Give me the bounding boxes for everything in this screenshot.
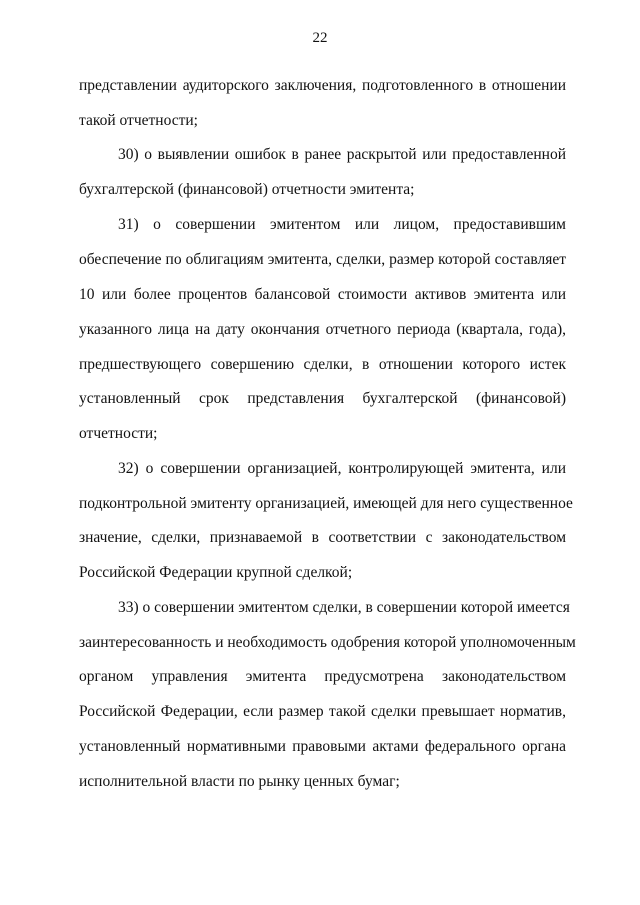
text-line: заинтересованность и необходимость одобрения которой уполномоченным: [79, 634, 576, 651]
text-line: органом управления эмитента предусмотрена законодательством: [79, 668, 566, 685]
text-line: Российской Федерации крупной сделкой;: [79, 564, 353, 581]
page-number: 22: [312, 30, 328, 46]
text-line: предшествующего совершению сделки, в отношении которого истек: [79, 356, 566, 373]
text-line: указанного лица на дату окончания отчетного периода (квартала, года),: [79, 321, 566, 338]
text-line: обеспечение по облигациям эмитента, сделки, размер которой составляет: [79, 251, 566, 268]
text-line: бухгалтерской (финансовой) отчетности эмитента;: [79, 181, 415, 198]
text-line: исполнительной власти по рынку ценных бумаг;: [79, 773, 400, 790]
text-line: подконтрольной эмитенту организацией, имеющей для него существенное: [79, 495, 573, 512]
text-line: отчетности;: [79, 425, 158, 442]
list-item-33: 33) о совершении эмитентом сделки, в совершении которой имеется: [118, 599, 570, 616]
text-line: установленный срок представления бухгалтерской (финансовой): [79, 390, 566, 407]
text-line: значение, сделки, признаваемой в соответствии с законодательством: [79, 529, 566, 546]
list-item-30: 30) о выявлении ошибок в ранее раскрытой или предоставленной: [118, 146, 566, 163]
text-line: 10 или более процентов балансовой стоимости активов эмитента или: [79, 286, 566, 303]
list-item-32: 32) о совершении организацией, контролирующей эмитента, или: [118, 460, 566, 477]
list-item-31: 31) о совершении эмитентом или лицом, предоставившим: [118, 216, 566, 233]
text-line: такой отчетности;: [79, 112, 198, 129]
text-line: представлении аудиторского заключения, подготовленного в отношении: [79, 77, 566, 94]
text-line: установленный нормативными правовыми актами федерального органа: [79, 738, 566, 755]
text-line: Российской Федерации, если размер такой сделки превышает норматив,: [79, 703, 566, 720]
